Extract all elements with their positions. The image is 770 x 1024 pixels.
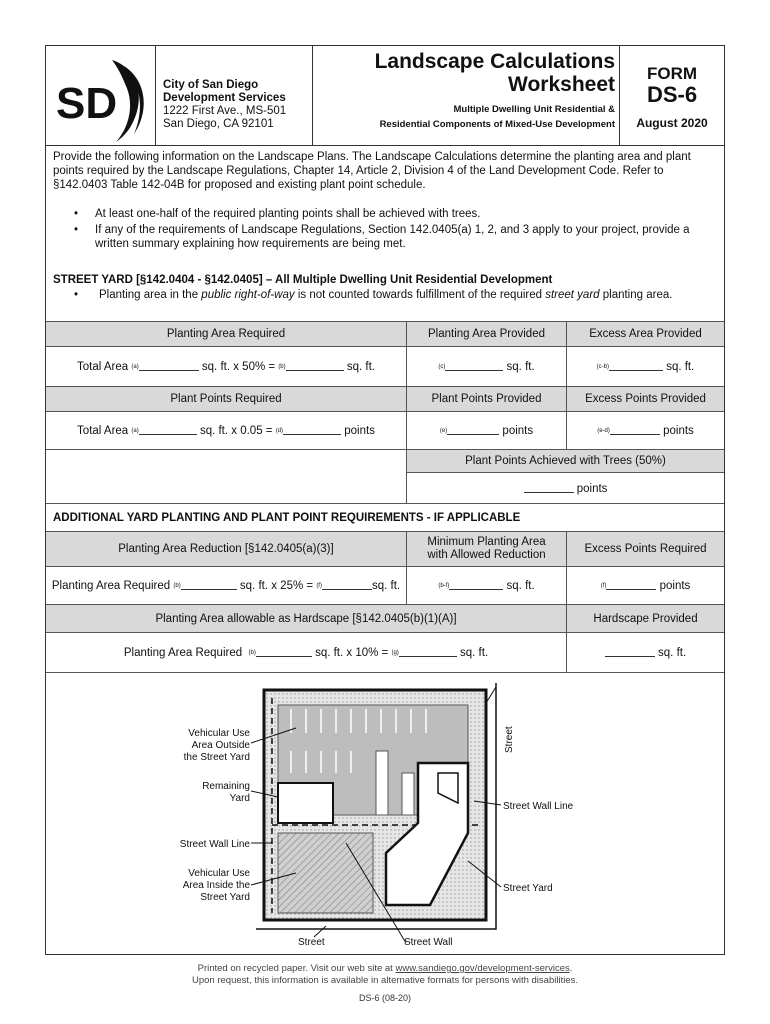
tag-b: (b): [278, 363, 286, 370]
hardscape-allow-input[interactable]: [399, 648, 457, 657]
trees-row: [46, 449, 724, 503]
bullet-text: is not counted towards fulfillment of the required: [294, 289, 546, 301]
area-header-row: [46, 321, 724, 346]
footer-line2: Upon request, this information is available in alternative formats for persons with disabilities.: [192, 975, 578, 986]
tag-ed: (e-d): [597, 427, 610, 434]
reduction-header-row: [46, 531, 724, 566]
tag-cb: (c-b): [596, 363, 609, 370]
points-label: points: [659, 579, 691, 592]
tag-a: (a): [131, 427, 139, 434]
area-required-cell: [46, 347, 407, 386]
hardscape-area-input[interactable]: [256, 648, 312, 657]
street-yard-title: STREET YARD [§142.0404 - §142.0405] – All Multiple Dwelling Unit Residential Development: [53, 274, 553, 286]
label-vehicular-outside-1: Vehicular Use: [188, 728, 250, 739]
x25-label: sq. ft. x 25% =: [239, 579, 314, 592]
label-street-wall-line-left: Street Wall Line: [179, 839, 250, 850]
sqft-label: sq. ft.: [346, 360, 375, 373]
sqft-label: sq. ft.: [506, 360, 535, 373]
tag-g: (g): [391, 649, 399, 656]
excess-required-input[interactable]: [606, 581, 656, 590]
header-area-required: Planting Area Required: [46, 322, 407, 346]
min-area-line2: with Allowed Reduction: [427, 549, 546, 561]
sqft-label: sq. ft.: [666, 360, 695, 373]
bullet-emphasis: street yard: [545, 289, 600, 301]
form-title-line2: Worksheet: [508, 73, 615, 96]
site-plan-svg: [46, 673, 724, 956]
header-excess-area: Excess Area Provided: [589, 328, 702, 340]
empty-cell: [46, 450, 407, 503]
bullet-text: planting area.: [599, 289, 673, 301]
x10-label: sq. ft. x 10% =: [315, 646, 389, 659]
label-street-bottom: Street: [298, 937, 325, 948]
excess-required-cell: [567, 567, 724, 604]
header-min-area: [407, 532, 567, 566]
label-remaining-2: Yard: [229, 793, 250, 804]
subtitle-line2: Residential Components of Mixed-Use Development: [379, 119, 615, 130]
sqft-label: sq. ft.: [460, 646, 489, 659]
tag-f: (f): [600, 582, 607, 589]
header-area-provided: Planting Area Provided: [407, 322, 567, 346]
logo-cell: [46, 46, 156, 145]
form-code: DS-6 (08-20): [358, 993, 412, 1003]
address-line2: San Diego, CA 92101: [163, 118, 274, 130]
excess-area-cell: [567, 347, 724, 386]
label-vehicular-outside-3: the Street Yard: [183, 752, 250, 763]
points-label: points: [502, 424, 534, 437]
trees-value-cell: [407, 472, 724, 504]
reduction-cell: [46, 567, 407, 604]
min-area-input[interactable]: [449, 581, 503, 590]
form-title-line1: Landscape Calculations: [374, 50, 615, 73]
sqft-label: sq. ft.: [506, 579, 535, 592]
label-vehicular-inside-1: Vehicular Use: [188, 868, 250, 879]
total-area-input[interactable]: [139, 362, 199, 371]
site-diagram: [46, 672, 724, 955]
tag-e: (e): [439, 427, 448, 434]
trees-block: [407, 450, 724, 503]
footer-line1: [0, 963, 770, 975]
points-label: points: [344, 424, 375, 437]
sqft-label: sq. ft.: [371, 579, 401, 592]
area-value-row: [46, 346, 724, 386]
address-block: [156, 46, 313, 145]
street-yard-bullet: [74, 288, 714, 302]
bullet-item: • At least one-half of the required planting points shall be achieved with trees.: [74, 207, 718, 221]
label-street-yard: Street Yard: [503, 883, 553, 894]
tag-f: (f): [316, 582, 322, 589]
points-provided-input[interactable]: [447, 426, 499, 435]
website-link[interactable]: www.sandiego.gov/development-services: [395, 963, 570, 974]
label-street-wall: Street Wall: [404, 937, 453, 948]
intro-bullets: [74, 207, 718, 253]
min-area-line1: Minimum Planting Area: [427, 536, 546, 548]
total-area-label: Total Area: [77, 424, 129, 437]
label-vehicular-outside-2: Area Outside: [191, 740, 250, 751]
min-area-cell: [407, 567, 567, 604]
header-hardscape-provided: Hardscape Provided: [593, 612, 698, 625]
tag-a: (a): [131, 363, 139, 370]
additional-title-row: [46, 503, 724, 531]
x005-label: sq. ft. x 0.05 =: [199, 424, 273, 437]
tag-c: (c): [438, 363, 446, 370]
vehicular-area-inside: [278, 833, 373, 913]
form-header: [46, 46, 724, 146]
header-excess-required: Excess Points Required: [584, 543, 707, 555]
total-area-label: Total Area: [77, 360, 129, 373]
hardscape-provided-cell: [567, 633, 724, 672]
excess-points-cell: [567, 412, 724, 449]
form-date: August 2020: [636, 116, 708, 130]
reduction-area-input[interactable]: [181, 581, 237, 590]
header-trees: Plant Points Achieved with Trees (50%): [407, 450, 724, 472]
remaining-yard: [278, 783, 333, 823]
points-value-row: [46, 411, 724, 449]
header-points-provided: Plant Points Provided: [407, 387, 567, 411]
points-area-input[interactable]: [139, 426, 197, 435]
label-remaining-1: Remaining: [202, 781, 250, 792]
header-points-required: Plant Points Required: [46, 387, 407, 411]
bullet-item: • If any of the requirements of Landscape Regulations, Section 142.0405(a) 1, 2, and 3 apply to your project, provide a written summary explaining how requirements are being met.: [74, 223, 718, 251]
required-area-input[interactable]: [286, 362, 344, 371]
city-logo: [46, 46, 156, 145]
hardscape-allow-cell: [46, 633, 567, 672]
tag-b: (b): [173, 582, 181, 589]
label-vehicular-inside-2: Area Inside the: [182, 880, 250, 891]
points-required-cell: [46, 412, 407, 449]
hardscape-provided-input[interactable]: [605, 648, 655, 657]
points-required-input[interactable]: [283, 426, 341, 435]
hardscape-value-row: [46, 632, 724, 672]
label-vehicular-inside-3: Street Yard: [200, 892, 250, 903]
title-block: [313, 46, 620, 145]
trees-points-input[interactable]: [524, 484, 574, 493]
org-name: City of San Diego: [163, 79, 259, 91]
area-provided-input[interactable]: [445, 362, 503, 371]
header-excess-points: Excess Points Provided: [585, 393, 706, 405]
additional-title: ADDITIONAL YARD PLANTING AND PLANT POINT REQUIREMENTS - IF APPLICABLE: [53, 512, 521, 524]
area-required-label: Planting Area Required: [51, 579, 171, 592]
header-hardscape-allow: Planting Area allowable as Hardscape [§142.0405(b)(1)(A)]: [46, 605, 567, 632]
footer-text: .: [569, 963, 573, 974]
tag-b: (b): [248, 649, 256, 656]
footer: [0, 963, 770, 987]
tag-bf: (b-f): [438, 582, 450, 589]
form-frame: [45, 45, 725, 955]
form-label: FORM: [646, 64, 698, 83]
excess-points-input[interactable]: [610, 426, 660, 435]
points-provided-cell: [407, 412, 567, 449]
points-label: points: [576, 482, 608, 495]
form-subtitle: [313, 102, 615, 132]
logo-letters: SD: [56, 79, 118, 128]
footer-text: Printed on recycled paper. Visit our web site at: [197, 963, 396, 974]
org-department: Development Services: [163, 92, 286, 104]
sqft-label: sq. ft.: [658, 646, 687, 659]
header-reduction: Planting Area Reduction [§142.0405(a)(3)]: [46, 532, 407, 566]
points-header-row: [46, 386, 724, 411]
area-required-label: Planting Area Required: [123, 646, 243, 659]
area-provided-cell: [407, 347, 567, 386]
bullet-emphasis: public right-of-way: [201, 289, 295, 301]
form-id-block: [620, 46, 724, 145]
reduction-value-row: [46, 566, 724, 604]
bullet-text: Planting area in the: [99, 289, 202, 301]
form-number: DS-6: [646, 82, 698, 107]
excess-area-input[interactable]: [609, 362, 663, 371]
label-street-right: Street: [504, 726, 515, 753]
tag-d: (d): [275, 427, 284, 434]
reduction-result-input[interactable]: [322, 581, 372, 590]
address-line1: 1222 First Ave., MS-501: [163, 105, 287, 117]
subtitle-line1: Multiple Dwelling Unit Residential &: [453, 104, 615, 115]
points-label: points: [663, 424, 694, 437]
hardscape-header-row: [46, 604, 724, 632]
x50-label: sq. ft. x 50% =: [201, 360, 276, 373]
intro-text: Provide the following information on the Landscape Plans. The Landscape Calculations determine the planting area and plant points required by the Landscape Regulations, Chapter 14, Article 2, Division 4 of the Land Development Code. Refer to §142.0403 Table 142-04B for proposed and existing plant point schedule.: [53, 151, 691, 191]
label-street-wall-line-right: Street Wall Line: [503, 801, 574, 812]
